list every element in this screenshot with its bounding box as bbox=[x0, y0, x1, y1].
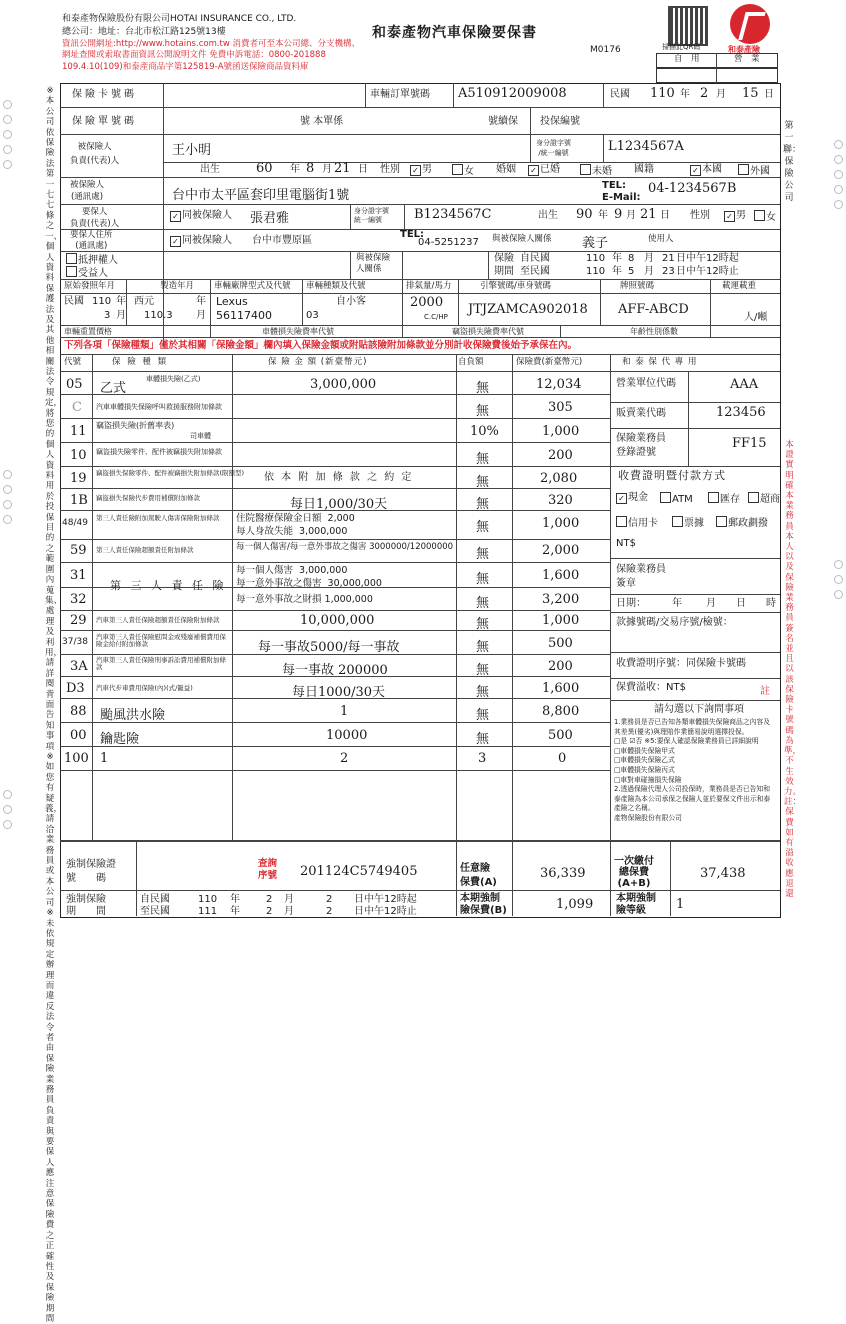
coverage-premium: 12,034 bbox=[536, 377, 582, 392]
total-label: 一次繳付 總保費 (A+B) bbox=[614, 856, 654, 889]
notice-text: 下列各項「保險種類」僅於其相關「保險金額」欄內填入保險金額或附貼該險附加條款並分別計收保險費後始予承保在內。 bbox=[64, 340, 578, 351]
insured-local[interactable]: ✓ 本國 bbox=[690, 164, 722, 176]
theft-code: 竊盜損失險費率代號 bbox=[452, 327, 524, 336]
coverage-amount: 3,000,000 bbox=[310, 377, 377, 392]
coverage-amount: 10,000,000 bbox=[300, 613, 375, 628]
sales-code-label: 販賣業代碼 bbox=[616, 408, 666, 419]
coverage-deductible: 10% bbox=[470, 424, 499, 439]
comp-to-month: 2 bbox=[266, 906, 273, 917]
left-perforation-3 bbox=[3, 790, 11, 835]
coverage-deductible: 無 bbox=[476, 572, 490, 587]
coverage-premium: 3,200 bbox=[542, 592, 580, 607]
pay-card[interactable]: 信用卡 bbox=[616, 516, 658, 530]
coverage-deductible: 無 bbox=[476, 617, 490, 632]
notes-text: 1.業務員是否已告知各類車體損失保險商品之內容及其差異(優劣)與理賠作業簡易說明選擇投保。 □是 ☑否 ※5:要保人確認保險業務員已詳細說明 □車體損失保險甲式 □車體損失保險乙式 □車體損失保險丙式 □車對車碰撞損失保險 2.透過保險代理人公司投保時，業務員是否已告知和泰產險為本公司承保之保險人並於要保文件出示和泰產險之名稱。 產物保險股份有限公司 bbox=[614, 718, 771, 822]
insured-unmarried[interactable]: 未婚 bbox=[580, 164, 612, 178]
insured-id-label: 身分證字號 /統一編號 bbox=[536, 139, 571, 157]
side-note-right-top: 第一聯：保險公司 bbox=[783, 121, 802, 203]
card-no-label: 保險卡號碼 bbox=[72, 89, 137, 100]
applicant-birth-year: 90 bbox=[576, 207, 593, 222]
pay-cash[interactable]: ✓ 現金 bbox=[616, 492, 648, 504]
applicant-tel: 04-5251237 bbox=[418, 237, 479, 248]
period-label-1: 保險 bbox=[494, 253, 514, 264]
insured-married[interactable]: ✓ 已婚 bbox=[528, 164, 560, 176]
table-row: 05 bbox=[66, 377, 83, 392]
table-row: 32 bbox=[70, 592, 87, 607]
table-row: 00 bbox=[70, 728, 87, 743]
loss-code: 車體損失險費率代號 bbox=[262, 327, 334, 336]
relation-value: 義子 bbox=[582, 236, 609, 251]
comp-prem-label: 本期強制 險保費(B) bbox=[460, 893, 507, 916]
coverage-amount: 10000 bbox=[326, 728, 368, 743]
use-type-box-2 bbox=[656, 67, 778, 83]
roc-label: 民國 bbox=[610, 89, 630, 100]
coverage-deductible: 3 bbox=[478, 751, 487, 766]
coverage-type: 竊盜損失險(折舊率表) bbox=[96, 421, 175, 430]
comp-premium: 1,099 bbox=[556, 897, 594, 912]
reg-label: 保險業務員 登錄證號 bbox=[616, 433, 666, 458]
coverage-deductible: 無 bbox=[476, 547, 490, 562]
th-type: 保 險 種 類 bbox=[112, 357, 169, 367]
period-to-label: 至民國 bbox=[520, 266, 550, 277]
insured-birth-month: 8 bbox=[306, 161, 315, 176]
pay-title: 收費證明暨付款方式 bbox=[618, 469, 726, 482]
coverage-premium: 320 bbox=[548, 493, 573, 508]
h-brand: 車輛廠牌型式及代號 bbox=[214, 281, 291, 291]
right-perforation bbox=[834, 140, 842, 215]
coverage-deductible: 無 bbox=[476, 640, 490, 655]
coverage-amount: 每一事故5000/每一事故 bbox=[258, 640, 400, 655]
insured-name: 王小明 bbox=[172, 143, 212, 158]
coverage-premium: 8,800 bbox=[542, 704, 580, 719]
unit-code: AAA bbox=[730, 377, 759, 392]
table-row: 11 bbox=[70, 424, 87, 439]
relation-label: 與被保險人關係 bbox=[492, 234, 552, 244]
h-load: 載運載重 bbox=[722, 281, 757, 291]
deposit-label: 保費溢收：NT$ bbox=[616, 682, 686, 693]
mfg-label: 西元 bbox=[134, 296, 154, 307]
vehicle-engine: JTJZAMCA902018 bbox=[468, 302, 588, 317]
coverage-premium: 500 bbox=[548, 728, 573, 743]
agent-label: 保險業務員 簽章 bbox=[616, 564, 666, 589]
day-unit: 日 bbox=[764, 89, 774, 100]
period-label-2: 期間 bbox=[494, 266, 514, 277]
mark-note: 註 bbox=[760, 686, 770, 697]
coverage-type: 乙式 bbox=[100, 381, 127, 396]
total-premium: 37,438 bbox=[700, 866, 746, 881]
coverage-amount: 1 bbox=[340, 704, 349, 719]
applicant-address: 台中市豐原區 bbox=[252, 235, 312, 246]
coverage-premium: 1,600 bbox=[542, 681, 580, 696]
applicant-tel-label: TEL: bbox=[400, 229, 425, 240]
issue-month: 3 bbox=[104, 310, 111, 321]
side-note-right-bottom: 本證實明確本業務員本人以及保險業務員簽名並且以該保險卡號碼為準，不生效力。註：保費如有溢收應退還 bbox=[784, 440, 802, 899]
coverage-deductible: 無 bbox=[476, 520, 490, 535]
coverage-type: 竊盜損失保險代步費用補償附加條款 bbox=[96, 494, 200, 502]
coverage-amount: 每日1,000/30天 bbox=[290, 497, 388, 512]
insured-marriage-label: 婚姻 bbox=[496, 164, 516, 175]
policy-no-label: 保險單號碼 bbox=[72, 116, 137, 127]
table-row: 19 bbox=[70, 471, 87, 486]
coverage-premium: 0 bbox=[558, 751, 567, 766]
pay-bank[interactable]: 匯存 bbox=[708, 492, 740, 506]
doc-number: 109.4.10(109)和泰產商品字第125819-A號函送保險商品資料庫 bbox=[62, 62, 309, 72]
date-label: 日期： bbox=[616, 598, 646, 609]
coverage-premium: 200 bbox=[548, 659, 573, 674]
insured-nation-label: 國籍 bbox=[634, 164, 654, 175]
insured-gender-label: 性別 bbox=[380, 164, 400, 175]
user-label: 使用人 bbox=[648, 234, 674, 244]
form-code: M0176 bbox=[590, 45, 621, 55]
coverage-premium: 1,000 bbox=[542, 516, 580, 531]
coverage-type: 鑰匙險 bbox=[100, 732, 140, 747]
h-type: 車輛種類及代號 bbox=[306, 281, 366, 291]
coverage-deductible: 無 bbox=[476, 475, 490, 490]
applicant-female[interactable]: 女 bbox=[754, 210, 776, 224]
company-address: 總公司：地址：台北市松江路125號13樓 bbox=[62, 27, 226, 37]
coverage-amount: 每一意外事故之財損 1,000,000 bbox=[236, 594, 373, 605]
applicant-label: 要保人 負責(代表)人 bbox=[70, 207, 120, 229]
table-row: 48/49 bbox=[62, 518, 88, 528]
coverage-deductible: 無 bbox=[476, 452, 490, 467]
vehicle-cc: 2000 bbox=[410, 295, 444, 310]
period-from-suffix: 日中午12時起 bbox=[676, 253, 739, 264]
vehicle-type: 自小客 bbox=[336, 296, 366, 307]
receipt-label: 款據號碼/交易序號/檢號： bbox=[616, 617, 733, 628]
comp-to-year: 111 bbox=[198, 906, 218, 917]
comp-level: 1 bbox=[676, 897, 685, 912]
insured-male[interactable]: ✓ 男 bbox=[410, 164, 432, 176]
left-perforation bbox=[3, 100, 11, 175]
insured-birth-year: 60 bbox=[256, 161, 273, 176]
coverage-type: 汽車第三人責任保險超額責任保險附加條款 bbox=[96, 616, 220, 624]
h-engine: 引擎號碼/車身號碼 bbox=[480, 281, 551, 291]
vehicle-brand-code: 56117400 bbox=[216, 309, 272, 322]
renew-label: 號續保 bbox=[488, 116, 518, 127]
period-to-month: 5 bbox=[628, 266, 635, 277]
insured-tel-label: TEL: bbox=[602, 180, 627, 191]
qr-code bbox=[668, 6, 708, 46]
insured-email-label: E-Mail: bbox=[602, 192, 641, 203]
h-plate: 牌照號碼 bbox=[620, 281, 655, 291]
coverage-deductible: 無 bbox=[476, 708, 490, 723]
coverage-type: 颱風洪水險 bbox=[100, 708, 166, 723]
insured-foreign[interactable]: 外國 bbox=[738, 164, 770, 178]
ntd-label: NT$ bbox=[616, 538, 636, 549]
applicant-birth-label: 出生 bbox=[538, 210, 558, 221]
business-label: 營 業 bbox=[734, 54, 760, 64]
query-label: 查詢 序號 bbox=[258, 858, 278, 881]
opt-premium: 36,339 bbox=[540, 866, 586, 881]
date-year: 110 bbox=[650, 86, 675, 101]
coverage-type: 1 bbox=[100, 751, 109, 766]
period-from-day: 21 bbox=[662, 253, 675, 264]
logo-text: 和泰產險 bbox=[728, 45, 760, 54]
reg-no: FF15 bbox=[732, 436, 767, 451]
right-perforation-2 bbox=[834, 560, 842, 605]
table-row: C bbox=[72, 400, 82, 415]
coverage-amount: 每一個人傷害/每一意外事故之傷害 3000000/12000000 bbox=[236, 542, 454, 552]
applicant-birth-day: 21 bbox=[640, 207, 657, 222]
coverage-premium: 305 bbox=[548, 400, 573, 415]
applicant-birth-month: 9 bbox=[614, 207, 623, 222]
coverage-type: 汽車第三人責任保險慰問金或殘廢補償費用保險金給付附加條款 bbox=[96, 633, 226, 649]
order-no-value: A510912009008 bbox=[458, 86, 567, 101]
reset-price: 車輛重置價格 bbox=[64, 327, 112, 336]
coverage-type: 汽車車體損失保險呼叫救援服務附加條款 bbox=[96, 403, 222, 411]
year-unit: 年 bbox=[680, 89, 690, 100]
period-from-month: 8 bbox=[628, 253, 635, 264]
info-line-2: 網址查閱或索取書面資訊公開說明文件 免費申訴電話：0800-201888 bbox=[62, 50, 326, 60]
coverage-type: 第三人責任保險超額責任附加條款 bbox=[96, 546, 194, 554]
th-amount: 保 險 金 額 (新臺幣元) bbox=[268, 357, 368, 367]
applicant-addr-same[interactable]: ✓ 同被保險人 bbox=[170, 235, 232, 247]
vehicle-type-code: 03 bbox=[306, 310, 319, 321]
applicant-same[interactable]: ✓ 同被保險人 bbox=[170, 210, 232, 222]
coverage-premium: 2,080 bbox=[540, 471, 578, 486]
coverage-deductible: 無 bbox=[476, 404, 490, 419]
comp-from-year: 110 bbox=[198, 894, 218, 905]
self-use-label: 自 用 bbox=[674, 54, 700, 64]
comp-period-label: 強制保險 期 間 bbox=[66, 894, 106, 917]
mfg-value: 110.3 bbox=[144, 310, 173, 321]
pay-post[interactable]: 郵政劃撥 bbox=[716, 516, 768, 530]
month-unit: 月 bbox=[716, 89, 726, 100]
table-row: 10 bbox=[70, 448, 87, 463]
insured-tel: 04-1234567B bbox=[648, 181, 737, 196]
th-deductible: 自負額 bbox=[458, 357, 484, 367]
period-from-label: 自民國 bbox=[520, 253, 550, 264]
level-label: 本期強制 險等級 bbox=[616, 893, 656, 916]
coverage-sub2: 司車體 bbox=[190, 432, 211, 440]
applicant-addr-label: 要保人住所 (通訊處) bbox=[70, 230, 113, 251]
insured-birth-label: 出生 bbox=[200, 164, 220, 175]
cc-unit: C.C/HP bbox=[424, 313, 448, 321]
table-row: 100 bbox=[64, 751, 89, 766]
th-code: 代號 bbox=[64, 357, 82, 367]
coverage-premium: 500 bbox=[548, 636, 573, 651]
table-row: 1B bbox=[70, 493, 88, 508]
policy-no-text: 號 本單係 bbox=[300, 116, 344, 127]
receipt-no-label: 收費證明序號：同保險卡號碼 bbox=[616, 658, 746, 669]
company-name: 和泰產物保險股份有限公司HOTAI INSURANCE CO., LTD. bbox=[62, 14, 297, 24]
applicant-id-label: 身分證字號 統一編號 bbox=[354, 207, 389, 224]
coverage-type: 竊盜損失險零件、配件被竊損失附加條款 bbox=[96, 448, 222, 456]
applicant-male[interactable]: ✓ 男 bbox=[724, 210, 746, 222]
coverage-amount: 每一個人傷害 3,000,000 每一意外事故之傷害 30,000,000 bbox=[236, 565, 382, 589]
h-issue: 原始發照年月 bbox=[64, 281, 116, 291]
insured-address: 台中市太平區套印里電腦街1號 bbox=[172, 188, 350, 203]
coverage-type: 汽車第三人責任保險刑事訴訟費用補償附加條款 bbox=[96, 656, 226, 672]
sales-code: 123456 bbox=[716, 405, 766, 420]
vehicle-plate: AFF-ABCD bbox=[618, 302, 689, 317]
left-perforation-2 bbox=[3, 470, 11, 530]
form-title: 和泰產物汽車保險要保書 bbox=[372, 25, 537, 41]
period-from-year: 110 bbox=[586, 253, 606, 264]
coverage-deductible: 無 bbox=[476, 732, 490, 747]
beneficiary[interactable]: 受益人 bbox=[66, 266, 108, 280]
coverage-amount: 每一事故 200000 bbox=[282, 663, 388, 678]
insured-addr-label: 被保險人 (通訊處) bbox=[70, 180, 105, 202]
comp-to-day: 2 bbox=[326, 906, 333, 917]
pay-bill[interactable]: 票據 bbox=[672, 516, 704, 530]
comp-no-label: 強制保險證 號 碼 bbox=[66, 859, 116, 884]
applicant-gender-label: 性別 bbox=[690, 210, 710, 221]
order-no-label: 車輛訂單號碼 bbox=[370, 89, 430, 100]
table-row: 31 bbox=[70, 568, 87, 583]
unit-code-label: 營業單位代碼 bbox=[616, 378, 676, 389]
invest-label: 投保編號 bbox=[540, 116, 580, 127]
side-note-left: ※本公司依保險法第一七七條之一、個人資料保護法及其他相關法令規定，將您的個人資料用於投保目的之範圍內蒐集、處理及利用，請詳閱背面告知事項※如您有疑義，請洽業務員或本公司※未依規定辦理而違反法令者由保險業務員負責與要保人應注意保險費之正確性及保險期間 bbox=[45, 86, 63, 1324]
issue-roc: 民國 bbox=[64, 296, 84, 307]
table-row: 88 bbox=[70, 704, 87, 719]
coverage-deductible: 無 bbox=[476, 663, 490, 678]
mortgagee[interactable]: 抵押權人 bbox=[66, 253, 118, 267]
period-to-suffix: 日中午12時止 bbox=[676, 266, 739, 277]
coverage-amount: 每日1000/30天 bbox=[292, 685, 386, 700]
period-to-year: 110 bbox=[586, 266, 606, 277]
date-month: 2 bbox=[700, 86, 709, 101]
rel-label: 與被保險 人關係 bbox=[356, 253, 391, 274]
issue-year: 110 bbox=[92, 296, 112, 307]
h-mfg: 製造年月 bbox=[160, 281, 195, 291]
age-factor: 年齡性別係數 bbox=[630, 327, 678, 336]
qr-caption: 掃描此QR碼 bbox=[662, 43, 701, 51]
insured-id: L1234567A bbox=[608, 139, 684, 154]
coverage-sub: 車體損失險(乙式) bbox=[146, 375, 201, 383]
coverage-premium: 2,000 bbox=[542, 543, 580, 558]
table-row: 3A bbox=[70, 659, 88, 674]
insured-female[interactable]: 女 bbox=[452, 164, 474, 178]
date-day: 15 bbox=[742, 86, 759, 101]
period-to-day: 23 bbox=[662, 266, 675, 277]
notes-title: 請勾選以下詢問事項 bbox=[654, 704, 744, 715]
table-row: 59 bbox=[70, 543, 87, 558]
applicant-name: 張君雅 bbox=[250, 211, 290, 226]
comp-from-month: 2 bbox=[266, 894, 273, 905]
coverage-amount: 依 本 附 加 條 款 之 約 定 bbox=[264, 472, 414, 483]
coverage-deductible: 無 bbox=[476, 497, 490, 512]
coverage-type: 第三人責任險附加駕駛人傷害保險附加條款 bbox=[96, 514, 220, 522]
coverage-premium: 1,600 bbox=[542, 568, 580, 583]
query-no: 201124C5749405 bbox=[300, 864, 418, 879]
th-premium: 保險費(新臺幣元) bbox=[516, 357, 583, 367]
table-row: 37/38 bbox=[62, 637, 88, 647]
vehicle-brand: Lexus bbox=[216, 295, 248, 308]
coverage-type: 第 三 人 責 任 險 bbox=[110, 579, 227, 592]
pay-atm[interactable]: ATM bbox=[660, 492, 693, 506]
coverage-deductible: 無 bbox=[476, 685, 490, 700]
coverage-amount: 2 bbox=[340, 751, 349, 766]
applicant-id: B1234567C bbox=[414, 207, 492, 222]
table-row: 29 bbox=[70, 613, 87, 628]
comp-from-day: 2 bbox=[326, 894, 333, 905]
coverage-deductible: 無 bbox=[476, 381, 490, 396]
th-hotai: 和 泰 保 代 專 用 bbox=[622, 357, 698, 367]
insured-label: 被保險人 負責(代表)人 bbox=[70, 142, 120, 166]
coverage-premium: 1,000 bbox=[542, 424, 580, 439]
coverage-deductible: 無 bbox=[476, 596, 490, 611]
h-cc: 排氣量/馬力 bbox=[406, 281, 452, 291]
coverage-type: 竊盜損失保險零件、配件被竊損失附加條款(限額型) bbox=[96, 469, 245, 477]
hotai-logo-icon bbox=[730, 4, 770, 44]
insured-birth-day: 21 bbox=[334, 161, 351, 176]
info-line: 資訊公開網址:http://www.hotains.com.tw 消費者可至本公司總、分支機構、 bbox=[62, 39, 361, 49]
load-unit: 人/噸 bbox=[744, 312, 768, 323]
coverage-amount: 住院醫療保險金日額 2,000 每人身故失能 3,000,000 bbox=[236, 513, 355, 537]
opt-label: 任意險 保費(A) bbox=[460, 863, 497, 888]
pay-store[interactable]: 超商 bbox=[748, 492, 780, 506]
coverage-type: 汽車代步車費用保險(內)(式/籠益) bbox=[96, 684, 193, 692]
table-row: D3 bbox=[66, 681, 85, 696]
coverage-premium: 200 bbox=[548, 448, 573, 463]
coverage-premium: 1,000 bbox=[542, 613, 580, 628]
